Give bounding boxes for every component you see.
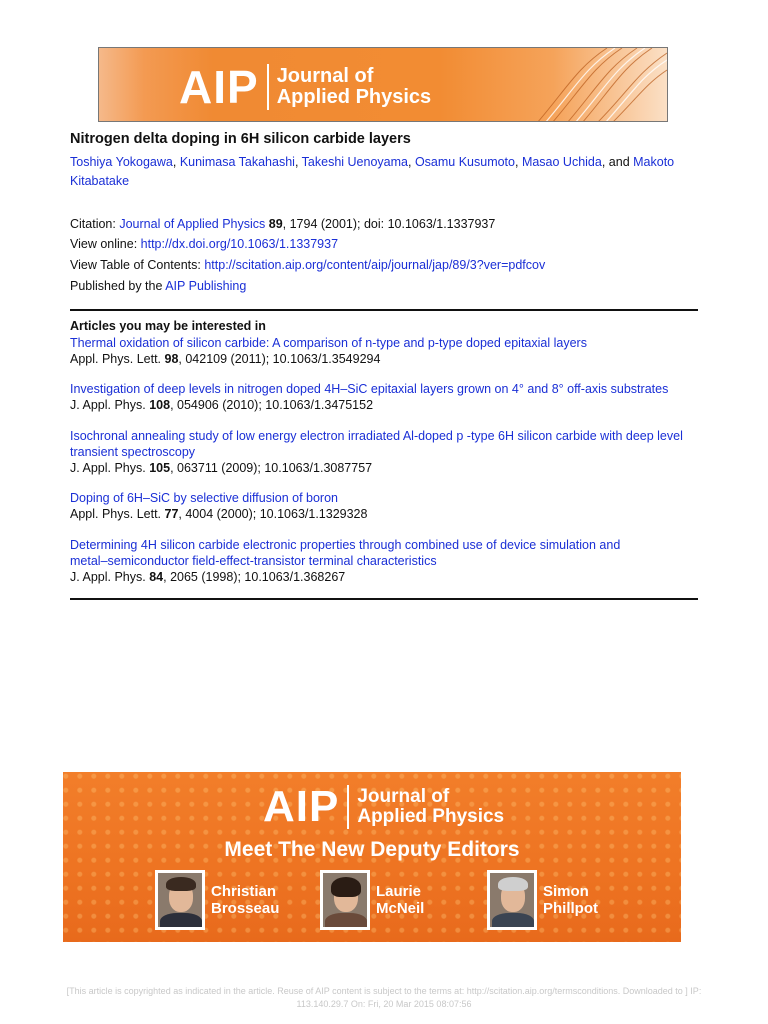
related-item xyxy=(70,335,700,367)
ref-rest: , 063711 (2009); 10.1063/1.3087757 xyxy=(170,461,373,475)
author-separator: , xyxy=(407,155,415,169)
related-item-ref xyxy=(70,352,380,366)
related-item-ref xyxy=(70,507,367,521)
editor-card xyxy=(320,870,424,930)
ref-journal: Appl. Phys. Lett. xyxy=(70,507,165,521)
ref-volume: 84 xyxy=(149,570,164,584)
citation-label: Citation: xyxy=(70,217,120,231)
journal-name xyxy=(277,66,432,108)
publisher-link[interactable]: AIP Publishing xyxy=(165,279,247,293)
editor-name xyxy=(211,883,279,917)
related-item-title-link-cont[interactable]: transient spectroscopy xyxy=(70,445,196,459)
view-online-line xyxy=(70,237,338,251)
article-title: Nitrogen delta doping in 6H silicon carbide layers xyxy=(70,131,411,147)
editor-card xyxy=(155,870,279,930)
editor-card xyxy=(487,870,598,930)
logo-divider xyxy=(347,785,349,829)
editor-photo xyxy=(320,870,370,930)
author-list xyxy=(70,153,700,191)
ref-journal: J. Appl. Phys. xyxy=(70,461,150,475)
editor-first-name: Christian xyxy=(211,883,277,900)
author-separator: , xyxy=(294,155,302,169)
hair-shape xyxy=(166,877,196,891)
citation-volume: 89 xyxy=(268,217,283,231)
logo-divider xyxy=(267,64,269,110)
banner-tagline: Meet The New Deputy Editors xyxy=(224,838,520,861)
aip-logo-text: AIP xyxy=(263,782,340,831)
ref-rest: , 042109 (2011); 10.1063/1.3549294 xyxy=(178,352,381,366)
footer-line1: [This article is copyrighted as indicated in the article. Reuse of AIP content is subject to the terms at: http://scitation.aip.org/termsconditions. Downloaded to ] IP: xyxy=(66,986,702,996)
author-and: , and xyxy=(601,155,634,169)
journal-banner-top[interactable] xyxy=(98,47,668,122)
ref-volume: 108 xyxy=(149,398,171,412)
toc-label: View Table of Contents: xyxy=(70,258,205,272)
journal-name-line1: Journal of xyxy=(276,65,374,87)
editor-photo xyxy=(155,870,205,930)
journal-name-line2: Applied Physics xyxy=(276,86,432,108)
citation-journal-link[interactable]: Journal of Applied Physics xyxy=(119,217,266,231)
author-separator: , xyxy=(172,155,180,169)
journal-name-line1: Journal of xyxy=(357,786,450,808)
editor-last-name: Phillpot xyxy=(543,900,598,917)
author-link[interactable]: Kunimasa Takahashi xyxy=(179,155,295,169)
view-online-link[interactable]: http://dx.doi.org/10.1063/1.1337937 xyxy=(140,237,339,251)
editor-name xyxy=(543,883,598,917)
journal-name-line2: Applied Physics xyxy=(357,806,505,827)
body-shape xyxy=(325,913,367,930)
related-item-title-link[interactable]: Isochronal annealing study of low energy electron irradiated Al-doped p -type 6H silicon carbide with deep level xyxy=(70,429,683,443)
editor-photo xyxy=(487,870,537,930)
hair-shape xyxy=(498,877,528,891)
related-item xyxy=(70,381,700,413)
related-item xyxy=(70,490,700,522)
footer-line2: 113.140.29.7 On: Fri, 20 Mar 2015 08:07:56 xyxy=(296,999,472,1009)
hair-shape xyxy=(331,877,361,897)
swirl-graphic xyxy=(517,48,667,122)
related-item-title-link[interactable]: Investigation of deep levels in nitrogen doped 4H–SiC epitaxial layers grown on 4° and 8° off-axis substrates xyxy=(70,382,669,396)
related-item-title-link[interactable]: Thermal oxidation of silicon carbide: A comparison of n-type and p-type doped epitaxial layers xyxy=(70,336,587,350)
editor-first-name: Simon xyxy=(543,883,589,900)
related-item-ref xyxy=(70,570,345,584)
editor-name xyxy=(376,883,424,917)
published-label: Published by the xyxy=(70,279,166,293)
citation-line xyxy=(70,217,495,231)
related-item-ref xyxy=(70,398,373,412)
author-link[interactable]: Makoto Kitabatake xyxy=(70,155,675,188)
ref-journal: Appl. Phys. Lett. xyxy=(70,352,165,366)
related-item-ref xyxy=(70,461,372,475)
related-item-title-link-cont[interactable]: metal–semiconductor field-effect-transistor terminal characteristics xyxy=(70,554,437,568)
ref-volume: 77 xyxy=(164,507,179,521)
ref-journal: J. Appl. Phys. xyxy=(70,570,150,584)
related-heading: Articles you may be interested in xyxy=(70,319,266,333)
body-shape xyxy=(160,913,202,930)
copyright-footer xyxy=(20,985,748,1011)
related-item-title-link[interactable]: Determining 4H silicon carbide electronic properties through combined use of device simulation and xyxy=(70,538,621,552)
citation-rest: , 1794 (2001); doi: 10.1063/1.1337937 xyxy=(282,217,496,231)
editor-first-name: Laurie xyxy=(376,883,422,900)
divider xyxy=(70,598,698,600)
author-link[interactable]: Toshiya Yokogawa xyxy=(70,155,173,169)
toc-link[interactable]: http://scitation.aip.org/content/aip/journal/jap/89/3?ver=pdfcov xyxy=(204,258,546,272)
ref-volume: 105 xyxy=(149,461,171,475)
author-separator: , xyxy=(514,155,522,169)
view-online-label: View online: xyxy=(70,237,141,251)
ref-rest: , 4004 (2000); 10.1063/1.1329328 xyxy=(178,507,368,521)
ref-volume: 98 xyxy=(164,352,179,366)
divider xyxy=(70,309,698,311)
author-link[interactable]: Osamu Kusumoto xyxy=(414,155,515,169)
related-item xyxy=(70,428,700,476)
journal-logo xyxy=(263,782,504,832)
deputy-editors-banner[interactable] xyxy=(63,772,681,942)
body-shape xyxy=(492,913,534,930)
aip-logo-text: AIP xyxy=(179,61,259,113)
editor-last-name: Brosseau xyxy=(211,900,280,917)
published-line xyxy=(70,279,246,293)
toc-line xyxy=(70,258,545,272)
author-link[interactable]: Takeshi Uenoyama xyxy=(301,155,408,169)
ref-journal: J. Appl. Phys. xyxy=(70,398,150,412)
journal-logo xyxy=(179,60,431,114)
ref-rest: , 054906 (2010); 10.1063/1.3475152 xyxy=(170,398,374,412)
journal-name xyxy=(357,787,504,827)
ref-rest: , 2065 (1998); 10.1063/1.368267 xyxy=(163,570,346,584)
editor-last-name: McNeil xyxy=(376,900,425,917)
author-link[interactable]: Masao Uchida xyxy=(521,155,602,169)
related-item-title-link[interactable]: Doping of 6H–SiC by selective diffusion of boron xyxy=(70,491,338,505)
related-item xyxy=(70,537,700,585)
